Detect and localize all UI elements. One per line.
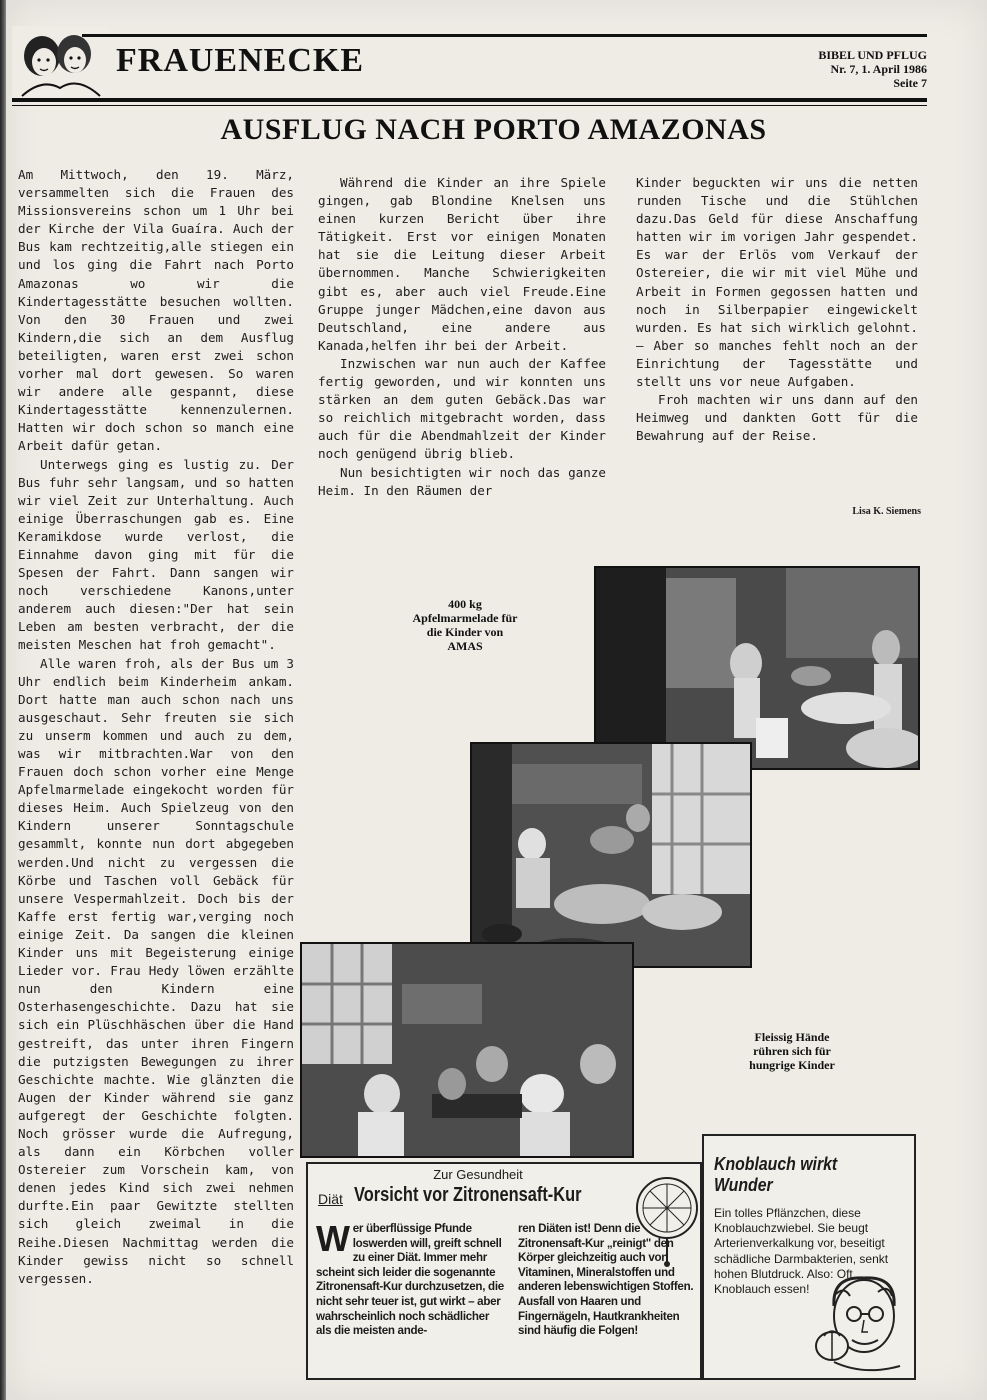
caption-line: rühren sich für [753, 1044, 831, 1058]
masthead [12, 26, 927, 108]
article-column-3 [636, 174, 918, 445]
photo-caption-jam [390, 597, 540, 653]
garlic-text: Ein tolles Pflänzchen, diese Knoblauchzwiebel. Sie beugt Arterienverkalkung vor, beseitigt schädliche Darmbakterien, senkt hohen Blutdruck. Also: Oft Knoblauch essen! [714, 1206, 889, 1297]
masthead-rule-bottom [12, 98, 927, 102]
section-title: FRAUENECKE [116, 42, 365, 79]
photo-cooking-jam [470, 742, 752, 968]
publication-info [818, 48, 927, 90]
paragraph: Nun besichtigten wir noch das ganze Heim. In den Räumen der [318, 464, 606, 498]
photo-kitchen-workers [594, 566, 920, 770]
paragraph: Inzwischen war nun auch der Kaffee fertig geworden, und wir konnten uns stärken an dem guten Gebäck.Das war so reichlich mitgebracht worden, dass auch für die Abendmahlzeit der Kinder noch genügend übrig blieb. [318, 355, 606, 462]
photo-table-image [302, 944, 632, 1156]
article-column-2 [318, 174, 606, 500]
issue-date: Nr. 7, 1. April 1986 [830, 62, 927, 76]
health-box [306, 1162, 702, 1380]
article-column-1 [18, 166, 294, 1288]
caption-line: hungrige Kinder [749, 1058, 835, 1072]
paragraph: Am Mittwoch, den 19. März, versammelten sich die Frauen des Missionsvereins schon um 1 Uhr bei der Kirche der Vila Guaíra. Auch der Bus kam rechtzeitig,alle stiegen ein und los ging die Fahrt nach Porto Amazonas wo wir die Kindertagesstätte besuchen wollten. Von den 30 Frauen und zwei Kindern,die sich an dem Ausflug beteiligten, waren erst zwei schon vorher mal dort gewesen. So waren wir andere alle gespannt, diese Kindertagesstätte kennenzulernen. Hatten wir doch schon so manch eine Arbeit dafür getan. [18, 167, 294, 454]
publication-name: BIBEL UND PFLUG [818, 48, 927, 62]
caption-line: Apfelmarmelade für [412, 611, 518, 625]
caption-line: Fleissig Hände [754, 1030, 830, 1044]
health-text-col-2: ren Diäten ist! Denn die Zitronensaft-Kur „reinigt" den Körper gleichzeitig auch von Vitaminen, Mineralstoffen und anderen lebenswichtigen Stoffen. Ausfall von Haaren und Fingernägeln, Hautkrankheiten sind häufig die Folgen! [518, 1222, 694, 1338]
paragraph: Froh machten wir uns dann auf den Heimweg und dankten Gott für die Bewahrung auf der Reise. [636, 392, 918, 444]
masthead-rule-top [82, 34, 927, 37]
health-text-1: er überflüssige Pfunde loswerden will, greift schnell zu einer Diät. Immer mehr scheint sich leider die sogenannte Zitronensaft-Kur durchzusetzen, die nicht sehr teuer ist, gut wirkt – aber wahrscheinlich noch schädlicher als die meisten ande- [316, 1222, 504, 1338]
health-text-col-1 [316, 1218, 506, 1339]
photo-cooking-image [472, 744, 750, 966]
garlic-title: Knoblauch wirkt Wunder [714, 1154, 838, 1195]
masthead-rule-thin [12, 105, 927, 106]
health-label: Diät [318, 1191, 343, 1207]
caption-line: die Kinder von [426, 625, 504, 639]
health-title: Vorsicht vor Zitronensaft-Kur [354, 1184, 582, 1206]
photo-women-at-table [300, 942, 634, 1158]
paragraph: Unterwegs ging es lustig zu. Der Bus fuhr sehr langsam, und so hatten wir viel Zeit zur Unterhaltung. Auch einige Überraschungen gab es. Eine Keramikdose wurde verlost, die Einnahme davon ging mit für die Spesen der Fahrt. Dann sangen wir noch verschiedene Kanons,unter anderem auch diesen:"Der hat sein Leben am besten verbracht, der die meisten Meschen hat froh gemacht". [18, 456, 294, 653]
article-headline: AUSFLUG NACH PORTO AMAZONAS [220, 113, 767, 146]
garlic-box [702, 1134, 916, 1380]
paragraph: Alle waren froh, als der Bus um 3 Uhr endlich beim Kinderheim ankam. Dort hatte man auch schon nach uns ausgeschaut. Sehr freuten sie sich zu unserm kommen und auch zu dem, was wir mitbrachten.War von den Frauen doch schon vorher eine Menge Apfelmarmelade eingekocht worden für dieses Heim. Auch Spielzeug von den Kindern unserer Sonntagschule gesammlt, konnte nun dort abgegeben werden.Und nicht zu vergessen die Körbe und Taschen voll Gebäck für unsere Vespermahlzeit. Doch bis der Kaffe erst fertig war,verging noch einige Zeit. Da sangen die kleinen Kinder uns mit Begeisterung einige Lieder vor. Frau Hedy löwen erzählte nun den Kindern eine Osterhasengeschichte. Dazu hat sie sich ein Plüschhäschen über die Hand gestreift, das unter ihren Fingern die putzigsten Bewegungen zu ihrer Geschichte machte. Wie glänzten die Augen der Kinder während sie ganz aufgeregt der Geschichte folgten. Noch grösser wurde die Aufregung, als dann ein Körbchen voller Ostereier zum Vorschein kam, von denen jedes Kind sich zwei nehmen durfte.Ein paar Gewitzte stellten sich gleich zweimal in die Reihe.Diesen Nachmittag werden die Kinder gewiss nicht so schnell vergessen. [18, 655, 294, 1286]
health-kicker: Zur Gesundheit [433, 1167, 523, 1182]
women-faces-logo-icon [12, 26, 108, 102]
photo-caption-hands [712, 1030, 872, 1072]
garlic-man-portrait-icon [804, 1266, 910, 1374]
page-number: Seite 7 [893, 76, 927, 90]
photo-kitchen-image [596, 568, 918, 768]
caption-line: 400 kg [448, 597, 482, 611]
paragraph: Kinder beguckten wir uns die netten runden Tische und die Stühlchen dazu.Das Geld für diese Anschaffung hatten wir im vorigen Jahr gespendet. Es war der Erlös vom Verkauf der Ostereier, die wir mit viel Mühe und Arbeit in Formen gegossen hatten und noch in Silberpapier eingewickelt wurden. Es hat sich wirklich gelohnt. — Aber so manches fehlt noch an der Einrichtung der Tagesstätte und stellt uns vor neue Aufgaben. [636, 175, 918, 390]
paragraph: Während die Kinder an ihre Spiele gingen, gab Blondine Knelsen uns einen kurzen Bericht über ihre Tätigkeit. Erst vor einigen Monaten hat sie die Leitung dieser Arbeit übernommen. Manche Schwierigkeiten gibt es, aber auch viel Freude.Eine Gruppe junger Mädchen,eine davon aus Deutschland, eine andere aus Kanada,helfen ihr bei der Arbeit. [318, 175, 606, 353]
article-author: Lisa K. Siemens [852, 506, 921, 517]
caption-line: AMAS [447, 639, 483, 653]
health-dropcap: W [316, 1218, 350, 1259]
